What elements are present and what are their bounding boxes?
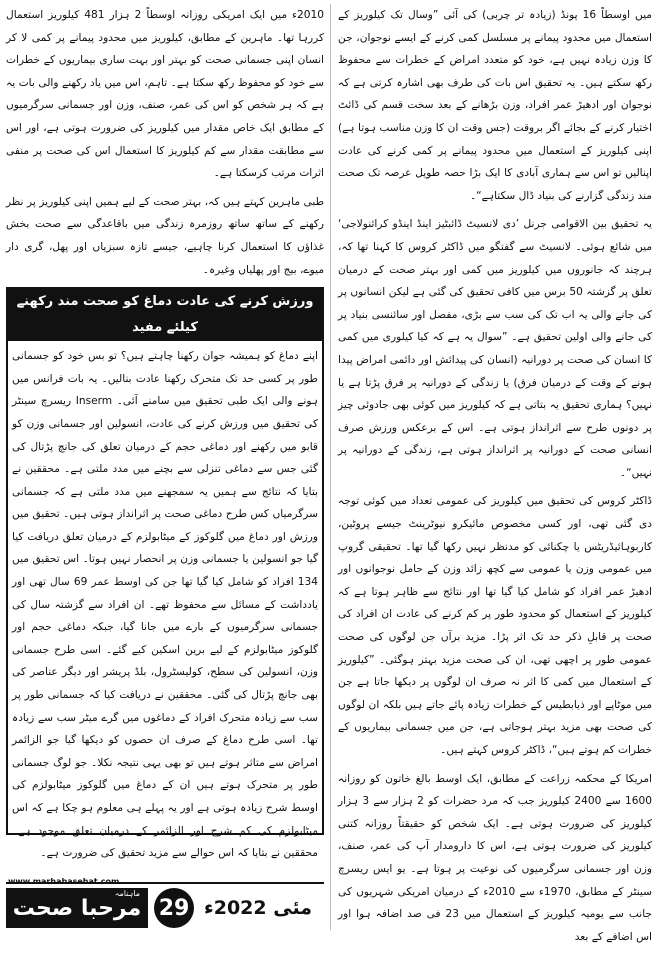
paragraph: ڈاکٹر کروس کی تحقیق میں کیلوریز کی عمومی تعداد میں کوئی توجہ دی گئی تھی، اور کسی مخصوص مائیکرو نیوٹرینٹ جیسے پروٹین، کاربوہائیڈریٹس یا چکنائی کو مدنظر نہیں رکھا گیا تھا۔ تحقیقی گروپ میں عمومی وزن یا عمومی سے کچھ زائد وزن کے حامل نوجوانوں اور ادھیڑ عمر افراد کو شامل کیا گیا تھا اور نتائج سے ظاہر ہوتا ہے کہ کیلوریز کے استعمال کو محدود طور پر کم کرنے کی عادت ان افراد کی صحت پر قابلِ ذکر حد تک اثر پڑا۔ مزید برآں جن لوگوں کی صحت عمومی طور پر اچھی تھی، ان کی صحت مزید بہتر ہوگئی۔ ”کیلوریز کے استعمال میں کمی کا اثر نہ صرف ان لوگوں پر دیکھا جاتا ہے جن میں موٹاپے اور ذیابطیس کے خطرات زیادہ پائے جاتے ہیں بلکہ ان لوگوں کی صحت بھی مزید بہتر ہوجاتی ہے، جن میں جسمانی بیماریوں کے خطرات کم ہوتے ہیں“، ڈاکٹر کروس کہتے ہیں۔	[338, 495, 652, 756]
magazine-name: مرحبا صحت	[12, 895, 142, 921]
paragraph: امریکا کے محکمہ زراعت کے مطابق، ایک اوسط بالغ خاتون کو روزانہ 1600 سے 2400 کیلوریز جب کہ مرد حضرات کو 2 ہزار سے 3 ہزار کیلوریز کی ضرورت ہوتی ہے۔ ایک شخص کو حقیقتاً روزانہ کتنی کیلوریز کی ضرورت ہوتی ہے، اس کا دارومدار آپ کی عمر، صنف، وزن اور جسمانی سرگرمیوں کی نوعیت پر ہوتا ہے۔ یو ایس ریسرچ سینٹر کے مطابق، 1970ء سے 2010ء کے درمیان امریکی شہریوں کی جانب سے یومیہ کیلوریز کے استعمال میں 23 فی صد اضافہ ہوا اور اس اضافے کے بعد	[338, 772, 652, 943]
page-footer	[6, 877, 324, 932]
box-title: ورزش کرنے کی عادت دماغ کو صحت مند رکھنے کیلئے مفید	[8, 289, 322, 341]
paragraph: میں اوسطاً 16 پونڈ (زیادہ تر چربی) کی آئی ”وسال تک کیلوریز کے استعمال میں محدود پیمانے پر مسلسل کمی کرنے کے ایسے نوجوان، جن کا وزن زیادہ نہیں ہے، خود کو متعدد امراض کے خطرات سے محفوظ رکھ سکتے ہیں۔ یہ تحقیق اس بات کی طرف بھی اشارہ کرتی ہے کہ نوجوان اور ادھیڑ عمر افراد، وزن بڑھانے کے بعد سخت قسم کی ڈائٹ اختیار کرنے کے بجائے اگر بروقت (جس وقت ان کا وزن مناسب ہوتا ہے) اپنی کیلوریز کے استعمال میں محدود پیمانے پر کمی کرنے کی عادت اپنالیں تو اس سے ہماری آبادی کا ایک بڑا حصہ طویل عرصہ تک صحت مند زندگی گزارنے کی بنیاد ڈال سکتاہے“۔	[338, 9, 652, 202]
column-divider	[330, 4, 331, 930]
website-url: www.marhabasehat.com	[8, 877, 120, 886]
issue-date: مئی 2022ء	[204, 897, 312, 919]
paragraph: یہ تحقیق بین الاقوامی جرنل ’دی لانسیٹ ڈائبٹیز اینڈ اینڈو کرائنولاجی‘ میں شائع ہوئی۔ لانسیٹ سے گفتگو میں ڈاکٹر کروس کا کہنا تھا کہ، ہرچند کہ جانوروں میں کیلوریز میں کمی اور بہتر صحت کے درمیان تعلق پر گزشتہ 50 برس میں کافی تحقیق کی گئی ہے لیکن انسانوں پر کی جانے والی یہ اب تک کی سب سے بڑی، مفصل اور سائنسی بنیاد پر کی جانے والی اولین تحقیق ہے۔ ”سوال یہ ہے کہ کیا کیلوری میں کمی کا انسان کی صحت پر دورانیہ (انسان کی پیدائش اور دائمی امراض پیدا ہونے کے وقت کے درمیان فرق) یا زندگی کے دورانیہ پر فرق پڑتا ہے یا نہیں؟ ہماری تحقیق یہ بتاتی ہے کہ کیلوریز میں کوئی بھی جادوئی چیز پر دونوں طرح سے اثرانداز ہوتی ہے۔ اس کے برعکس ورزش صرف انسانی صحت کے دورانیہ پر اثرانداز ہوتی ہے، زندگی کے دورانیہ پر نہیں“۔	[338, 218, 652, 479]
paragraph: طبی ماہرین کہتے ہیں کہ، بہتر صحت کے لیے ہمیں اپنی کیلوریز پر نظر رکھنے کے ساتھ ساتھ روزمرہ زندگی میں باقاعدگی سے صحت بخش غذاؤں کا استعمال کرنا چاہیے، جیسے تازہ سبزیاں اور پھل، گری دار میوے، بیج اور پھلیاں وغیرہ۔	[6, 195, 324, 276]
magazine-masthead	[6, 877, 148, 928]
box-paragraph: اپنے دماغ کو ہمیشہ جوان رکھنا چاہتے ہیں؟ تو بس خود کو جسمانی طور پر کسی حد تک متحرک رکھنا عادت بنالیں۔ یہ بات فرانس میں ہونے والی ایک طبی تحقیق میں سامنے آئی۔ Inserm ریسرچ سینٹر کی تحقیق میں ورزش کرنے کی عادت، انسولین اور جسمانی وزن کو قابو میں رکھنے اور دماغی حجم کے درمیان تعلق کی جانچ پڑتال کی گئی جس سے دماغی تنزلی سے بچنے میں مدد ملتی ہے۔ محققین نے بتایا کہ نتائج سے ہمیں یہ سمجھنے میں مدد ملتی ہے کہ جسمانی سرگرمیاں کس طرح دماغی صحت پر اثرانداز ہوتی ہیں۔ تحقیق میں ورزش اور دماغ میں گلوکوز کے میٹابولزم کے درمیان تعلق دریافت کیا گیا جو انسولین یا جسمانی وزن پر انحصار نہیں ہوتا۔ اس تحقیق میں 134 افراد کو شامل کیا گیا تھا جن کی اوسط عمر 69 سال تھی اور یادداشت کے مسائل سے محفوظ تھے۔ ان افراد سے گزشتہ سال کی جسمانی سرگرمیوں کے بارے میں جانا گیا، جبکہ دماغی حجم اور گلوکوز میٹابولزم کے لیے برین اسکین کیے گئے۔ اسی طرح جسمانی وزن، انسولین کی سطح، کولیسٹرول، بلڈ پریشر اور دیگر عناصر کی بھی جانچ پڑتال کی گئی۔ محققین نے دریافت کیا کہ جسمانی طور پر سب سے زیادہ متحرک افراد کے دماغوں میں گرے میٹر سب سے زیادہ تھا۔ اسی طرح دماغ کے صرف ان حصوں کو دیکھا گیا جو الزائمر امراض سے متاثر ہوتے ہیں تو بھی یہی نتیجہ نکلا۔ جو لوگ جسمانی طور پر متحرک ہوتے ہیں ان کے دماغ میں گلوکوز میٹابولزم کی اوسط شرح زیادہ ہوتی ہے اور یہ پہلے ہی معلوم ہو چکا ہے کہ اس میٹابولزم کی کم شرح اور الزائمر کے درمیان تعلق موجود ہے۔ محققین نے بتایا کہ اس حوالے سے مزید تحقیق کی ضرورت ہے۔	[12, 350, 318, 860]
page-number: 29	[154, 888, 194, 928]
right-column	[338, 4, 652, 954]
paragraph: 2010ء میں ایک امریکی روزانہ اوسطاً 2 ہزار 481 کیلوریز استعمال کررہا تھا۔ ماہرین کے مطابق، کیلوریز میں محدود پیمانے پر کمی لا کر انسان اپنی جسمانی صحت کو بہتر اور بہت ساری بیماریوں کے خطرات سے خود کو محفوظ رکھ سکتا ہے۔ تاہم، اس میں یاد رکھنے والی بات یہ ہے کہ ہر شخص کو اس کی عمر، صنف، وزن اور جسمانی سرگرمیوں کے مطابق ایک خاص مقدار میں کیلوریز کی ضرورت ہوتی ہے، اور اس سے مطابقت مقدار سے کم کیلوریز کا استعمال اس کی صحت پر منفی اثرات مرتب کرسکتا ہے۔	[6, 9, 324, 180]
left-column	[6, 4, 324, 860]
magazine-monthly-label: ماہنامہ	[114, 889, 140, 898]
sidebar-article-box	[6, 287, 324, 860]
